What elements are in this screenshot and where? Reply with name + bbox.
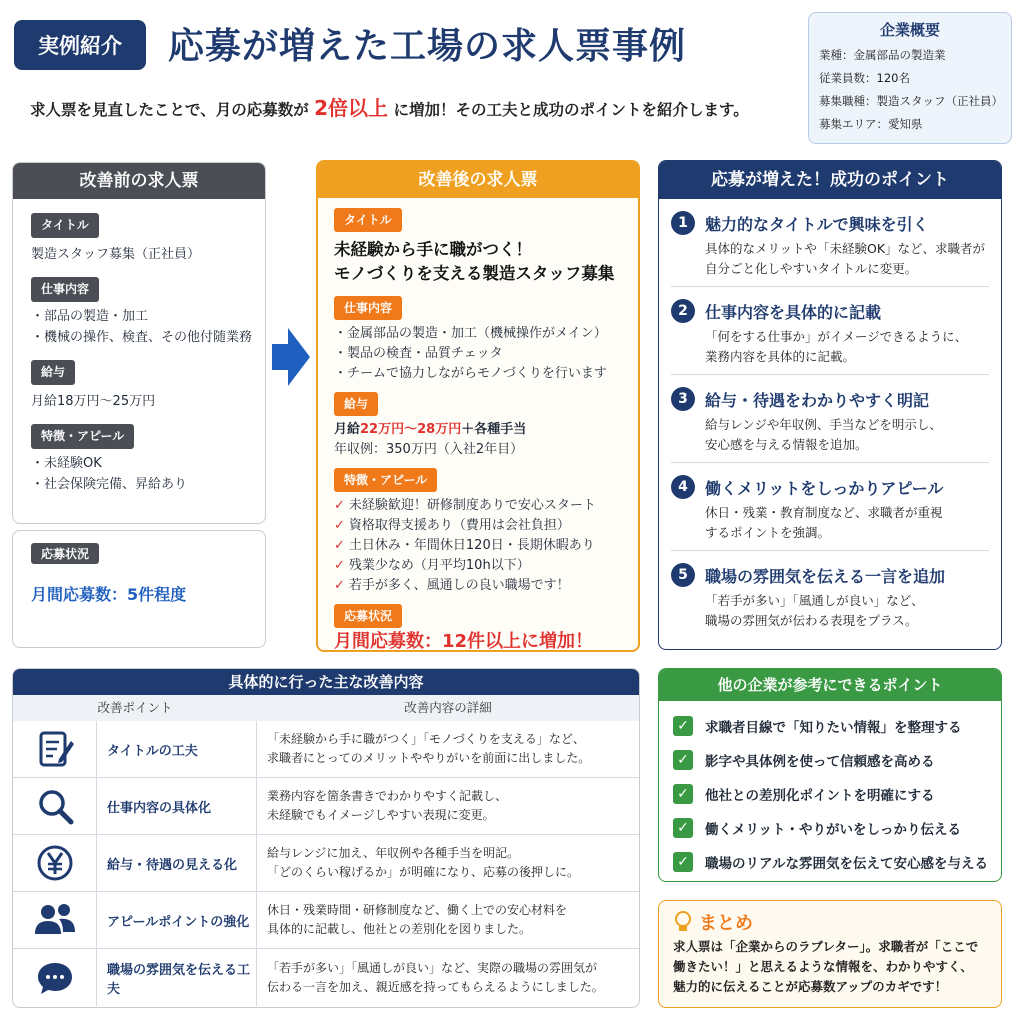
after-appeal-item: ✓ 残業少なめ（月平均10h以下）: [334, 558, 530, 573]
before-job-posting: [12, 162, 266, 524]
summary-line: 魅力的に伝えることが応募数アップのカギです！: [673, 979, 948, 994]
before-work-line: ・部品の製造・加工: [31, 309, 149, 324]
after-salary-label: 給与: [334, 392, 378, 416]
row-desc: 給与レンジに加え、年収例や各種手当を明記。: [267, 846, 520, 860]
intro-badge: 実例紹介: [14, 20, 146, 70]
point-number: 1: [671, 211, 695, 235]
table-column-headers: [13, 695, 639, 721]
row-name: 職場の雰囲気を伝える工夫: [97, 949, 257, 1006]
row-name: タイトルの工夫: [97, 721, 257, 778]
search-icon: [35, 786, 75, 826]
table-row: [13, 949, 639, 1006]
company-row: 業種：金属部品の製造業: [819, 48, 946, 62]
after-salary-prefix: 月給: [334, 422, 361, 437]
summary-title: まとめ: [699, 913, 753, 934]
before-title-label: タイトル: [31, 213, 99, 238]
edit-document-icon: [35, 729, 75, 769]
row-desc: 休日・残業時間・研修制度など、働く上での安心材料を: [267, 903, 568, 917]
row-desc: 未経験でもイメージしやすい表現に変更。: [267, 808, 495, 822]
column-header: 改善ポイント: [97, 700, 173, 715]
point-desc: 「何をする仕事か」がイメージできるように、: [705, 329, 968, 344]
row-desc: 伝わる一言を加え、親近感を持ってもらえるようにしました。: [267, 979, 604, 994]
summary-card: [658, 900, 1002, 1008]
check-icon: ✓: [334, 578, 345, 593]
before-status-label: 応募状況: [31, 543, 99, 564]
point-desc: 職場の雰囲気が伝わる表現をプラス。: [705, 613, 918, 628]
before-work-line: ・機械の操作、検査、その他付随業務: [31, 330, 253, 345]
people-icon: [33, 900, 77, 940]
yen-icon: [35, 843, 75, 883]
before-appeal-line: ・社会保険完備、昇給あり: [31, 477, 188, 492]
company-overview: [808, 12, 1012, 144]
after-status-label: 応募状況: [334, 604, 402, 628]
check-icon: ✓: [334, 498, 345, 513]
row-desc: 業務内容を箇条書きでわかりやすく記載し、: [267, 789, 508, 803]
table-header: 具体的に行った主な改善内容: [13, 669, 639, 695]
point-number: 4: [671, 475, 695, 499]
after-salary-example: 年収例：350万円（入社2年目）: [334, 442, 524, 457]
point-title: 給与・待遇をわかりやすく明記: [705, 390, 930, 410]
success-point: [671, 199, 989, 287]
reference-item: ✓ 働くメリット・やりがいをしっかり伝える: [673, 811, 987, 845]
after-appeal-item: ✓ 土日休み・年間休日120日・長期休暇あり: [334, 538, 595, 553]
after-salary-range: 22万円〜28万円: [360, 422, 462, 437]
row-desc: 求職者にとってのメリットややりがいを前面に出しました。: [267, 751, 591, 765]
point-title: 魅力的なタイトルで興味を引く: [705, 214, 929, 234]
row-desc: 「未経験から手に職がつく」「モノづくりを支える」など、: [267, 732, 585, 746]
lightbulb-icon: [673, 910, 693, 934]
improvements-table: [12, 668, 640, 1008]
point-desc: 「若手が多い」「風通しが良い」など、: [705, 593, 924, 608]
before-status-text: 月間応募数：5件程度: [31, 585, 187, 604]
company-title: 企業概要: [879, 21, 940, 39]
check-icon: ✓: [334, 538, 345, 553]
table-row: [13, 892, 639, 949]
lead-after: に増加！その工夫と成功のポイントを紹介します。: [393, 101, 749, 119]
success-point: [671, 375, 989, 463]
point-desc: 業務内容を具体的に記載。: [705, 349, 856, 364]
success-point: [671, 551, 989, 639]
point-desc: 具体的なメリットや「未経験OK」など、求職者が: [705, 241, 986, 256]
page-title: 応募が増えた工場の求人票事例: [168, 26, 687, 67]
after-title-label: タイトル: [334, 208, 402, 232]
before-work-label: 仕事内容: [31, 277, 99, 302]
table-row: [13, 721, 639, 778]
after-salary-suffix: ＋各種手当: [461, 422, 527, 437]
row-name: 仕事内容の具体化: [97, 778, 257, 835]
row-desc: 「どのくらい稼げるか」が明確になり、応募の後押しに。: [267, 865, 580, 879]
after-job-posting: [316, 160, 640, 652]
after-appeal-label: 特徴・アピール: [334, 468, 437, 492]
row-desc: 「若手が多い」「風通しが良い」など、実際の職場の雰囲気が: [267, 960, 598, 975]
reference-item: ✓ 求職者目線で「知りたい情報」を整理する: [673, 709, 987, 743]
row-desc: 具体的に記載し、他社との差別化を図りました。: [267, 922, 532, 936]
after-work-line: ・金属部品の製造・加工（機械操作がメイン）: [334, 326, 607, 341]
after-title-line: 未経験から手に職がつく！: [334, 240, 532, 259]
before-salary-label: 給与: [31, 360, 75, 385]
check-icon: ✓: [673, 852, 693, 872]
after-work-line: ・チームで協力しながらモノづくりを行います: [334, 366, 607, 381]
check-icon: ✓: [334, 558, 345, 573]
reference-item: ✓ 職場のリアルな雰囲気を伝えて安心感を与える: [673, 845, 987, 879]
point-desc: 休日・残業・教育制度など、求職者が重視: [705, 505, 943, 520]
reference-points-card: [658, 668, 1002, 882]
success-point: [671, 463, 989, 551]
after-salary-line: [334, 420, 622, 440]
check-icon: ✓: [673, 818, 693, 838]
after-appeal-item: ✓ 未経験歓迎！研修制度ありで安心スタート: [334, 498, 596, 513]
summary-line: 求人票は「企業からのラブレター」。求職者が「ここで: [673, 939, 979, 954]
success-points-card: [658, 160, 1002, 650]
row-name: 給与・待遇の見える化: [97, 835, 257, 892]
after-work-line: ・製品の検査・品質チェッタ: [334, 346, 503, 361]
after-header: 改善後の求人票: [318, 162, 638, 198]
company-row: 募集職種：製造スタッフ（正社員）: [819, 94, 1003, 108]
before-title-text: 製造スタッフ募集（正社員）: [31, 247, 201, 262]
row-name: アピールポイントの強化: [97, 892, 257, 949]
column-header: 改善内容の詳細: [404, 700, 492, 715]
check-icon: ✓: [673, 750, 693, 770]
summary-line: 働きたい！」と思えるような情報を、わかりやすく、: [673, 959, 973, 974]
company-row: 従業員数：120名: [819, 71, 910, 85]
point-desc: するポイントを強調。: [705, 525, 831, 540]
point-desc: 給与レンジや年収例、手当などを明示し、: [705, 417, 942, 432]
point-title: 職場の雰囲気を伝える一言を追加: [705, 566, 946, 586]
company-row: 募集エリア：愛知県: [819, 117, 923, 131]
points-header: 応募が増えた！成功のポイント: [659, 161, 1001, 199]
check-icon: ✓: [673, 784, 693, 804]
point-number: 5: [671, 563, 695, 587]
success-point: [671, 287, 989, 375]
reference-header: 他の企業が参考にできるポイント: [659, 669, 1001, 701]
point-number: 2: [671, 299, 695, 323]
before-status-card: [12, 530, 266, 648]
table-row: [13, 778, 639, 835]
after-work-label: 仕事内容: [334, 296, 402, 320]
before-header: 改善前の求人票: [13, 163, 265, 199]
reference-item: ✓ 他社との差別化ポイントを明確にする: [673, 777, 987, 811]
before-salary-text: 月給18万円〜25万円: [31, 394, 156, 409]
lead-accent: 2倍以上: [314, 96, 389, 120]
check-icon: ✓: [334, 518, 345, 533]
lead-before: 求人票を見直したことで、月の応募数が: [30, 101, 309, 119]
point-desc: 安心感を与える情報を追加。: [705, 437, 868, 452]
point-title: 働くメリットをしっかりアピール: [705, 478, 944, 498]
point-title: 仕事内容を具体的に記載: [705, 302, 882, 322]
point-desc: 自分ごと化しやすいタイトルに変更。: [705, 261, 918, 276]
arrow-right-icon: [272, 328, 310, 386]
check-icon: ✓: [673, 716, 693, 736]
before-appeal-label: 特徴・アピール: [31, 424, 134, 449]
before-appeal-line: ・未経験OK: [31, 456, 102, 471]
chat-bubble-icon: [35, 958, 75, 998]
after-status-text: 月間応募数：12件以上に増加！: [334, 631, 594, 652]
after-appeal-item: ✓ 資格取得支援あり（費用は会社負担）: [334, 518, 570, 533]
after-appeal-item: ✓ 若手が多く、風通しの良い職場です！: [334, 578, 570, 593]
point-number: 3: [671, 387, 695, 411]
reference-item: ✓ 影字や具体例を使って信頼感を高める: [673, 743, 987, 777]
table-row: [13, 835, 639, 892]
lead-text: [30, 92, 749, 121]
after-title-line: モノづくりを支える製造スタッフ募集: [334, 264, 615, 283]
